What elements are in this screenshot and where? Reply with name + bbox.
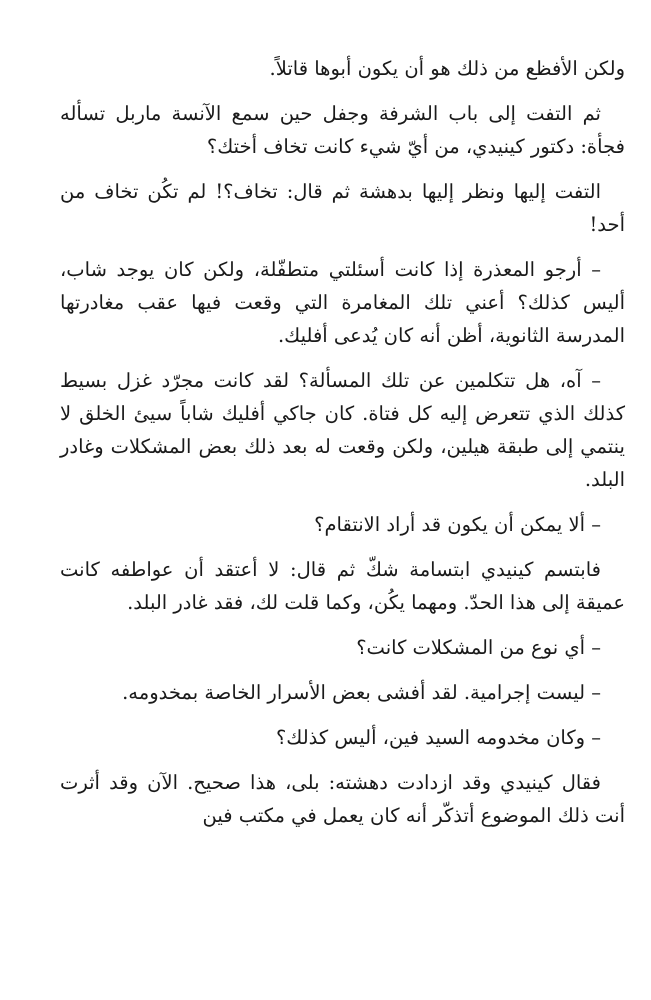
paragraph-11: فقال كينيدي وقد ازدادت دهشته: بلى، هذا صحيح. الآن وقد أثرت أنت ذلك الموضوع أتذكّر أنه كان يعمل في مكتب فين (60, 771, 625, 827)
paragraph-7: فابتسم كينيدي ابتسامة شكّ ثم قال: لا أعتقد أن عواطفه كانت عميقة إلى هذا الحدّ. ومهما يكُن، وكما قلت لك، فقد غادر البلد. (60, 558, 625, 614)
paragraph-9: – ليست إجرامية. لقد أفشى بعض الأسرار الخاصة بمخدومه. (122, 681, 601, 704)
book-page (60, 52, 625, 844)
paragraph-4: – أرجو المعذرة إذا كانت أسئلتي متطفّلة، ولكن كان يوجد شاب، أليس كذلك؟ أعني تلك المغامرة التي وقعت فيها عقب مغادرتها المدرسة الثانوية، أظن أنه كان يُدعى أفليك. (60, 258, 625, 347)
paragraph-2: ثم التفت إلى باب الشرفة وجفل حين سمع الآنسة ماربل تسأله فجأة: دكتور كينيدي، من أيّ شيء كانت تخاف أختك؟ (60, 102, 625, 158)
paragraph-6: – ألا يمكن أن يكون قد أراد الانتقام؟ (314, 513, 601, 536)
paragraph-1: ولكن الأفظع من ذلك هو أن يكون أبوها قاتلاً. (269, 57, 625, 80)
paragraph-5: – آه، هل تتكلمين عن تلك المسألة؟ لقد كانت مجرّد غزل بسيط كذلك الذي تتعرض إليه كل فتاة. كان جاكي أفليك شاباً سيئ الخلق لا ينتمي إلى طبقة هيلين، ولكن وقعت له بعد ذلك بعض المشكلات وغادر البلد. (60, 369, 625, 491)
paragraph-3: التفت إليها ونظر إليها بدهشة ثم قال: تخاف؟! لم تكُن تخاف من أحد! (60, 180, 625, 236)
paragraph-10: – وكان مخدومه السيد فين، أليس كذلك؟ (275, 726, 601, 749)
paragraph-8: – أي نوع من المشكلات كانت؟ (356, 636, 601, 659)
